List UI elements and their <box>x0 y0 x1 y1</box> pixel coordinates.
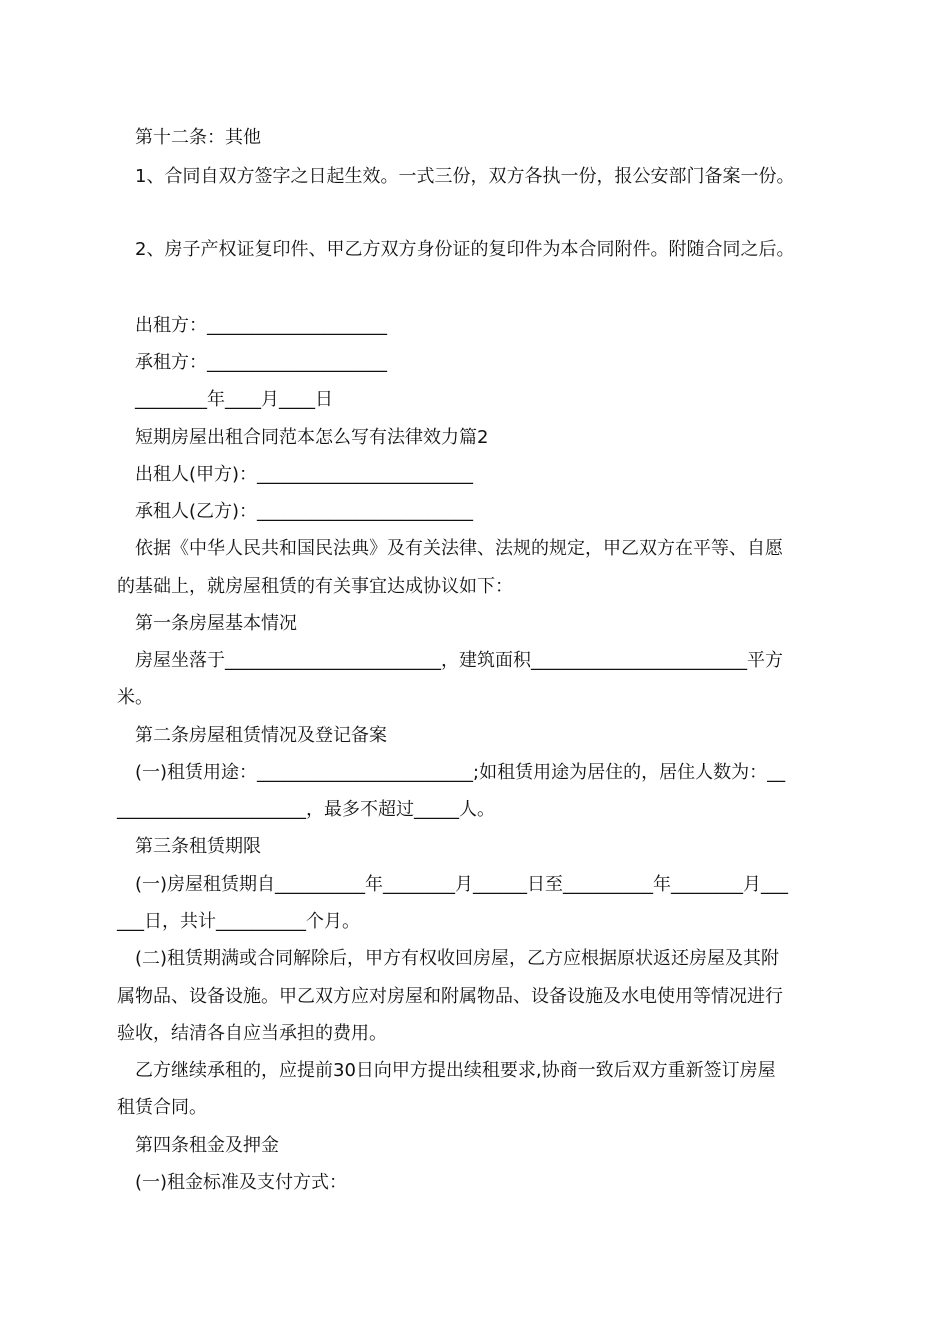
article-3-item-2-line-3: 验收，结清各自应当承担的费用。 <box>117 1023 387 1044</box>
article-4-heading: 第四条租金及押金 <box>135 1135 279 1156</box>
article-2-item-1-line-1: (一)租赁用途：________________________;如租赁用途为居住的，居住人数为：__ <box>135 762 786 783</box>
lessor-signature-line: 出租方：____________________ <box>135 315 387 336</box>
party-b-line: 承租人(乙方)：________________________ <box>135 501 474 522</box>
article-3-item-2-line-1: (二)租赁期满或合同解除后，甲方有权收回房屋，乙方应根据原状返还房屋及其附 <box>135 948 780 969</box>
party-a-line: 出租人(甲方)：________________________ <box>135 464 474 485</box>
article-4-item-1: (一)租金标准及支付方式： <box>135 1172 348 1193</box>
article-2-item-1-line-2: _____________________，最多不超过_____人。 <box>117 799 495 820</box>
date-line: ________年____月____日 <box>135 389 333 410</box>
article-2-heading: 第二条房屋租赁情况及登记备案 <box>135 725 387 746</box>
preamble-line-1: 依据《中华人民共和国民法典》及有关法律、法规的规定，甲乙双方在平等、自愿 <box>135 538 783 559</box>
clause-12-heading: 第十二条：其他 <box>135 127 261 148</box>
preamble-line-2: 的基础上，就房屋租赁的有关事宜达成协议如下： <box>117 576 513 597</box>
article-3-heading: 第三条租赁期限 <box>135 836 261 857</box>
article-1-line-2: 米。 <box>117 687 153 708</box>
article-3-item-1-line-1: (一)房屋租赁期自__________年________月______日至__________年________月___ <box>135 874 789 895</box>
article-1-heading: 第一条房屋基本情况 <box>135 613 297 634</box>
renewal-line-2: 租赁合同。 <box>117 1097 207 1118</box>
article-1-line-1: 房屋坐落于________________________，建筑面积________________________平方 <box>135 650 783 671</box>
article-3-item-1-line-2: ___日，共计__________个月。 <box>117 911 360 932</box>
renewal-line-1: 乙方继续承租的，应提前30日向甲方提出续租要求,协商一致后双方重新签订房屋 <box>135 1060 776 1081</box>
clause-12-item-2: 2、房子产权证复印件、甲乙方双方身份证的复印件为本合同附件。附随合同之后。 <box>135 239 795 260</box>
clause-12-item-1: 1、合同自双方签字之日起生效。一式三份，双方各执一份，报公安部门备案一份。 <box>135 166 795 187</box>
lessee-signature-line: 承租方：____________________ <box>135 352 387 373</box>
contract-2-title: 短期房屋出租合同范本怎么写有法律效力篇2 <box>135 427 489 448</box>
article-3-item-2-line-2: 属物品、设备设施。甲乙双方应对房屋和附属物品、设备设施及水电使用等情况进行 <box>117 986 783 1007</box>
